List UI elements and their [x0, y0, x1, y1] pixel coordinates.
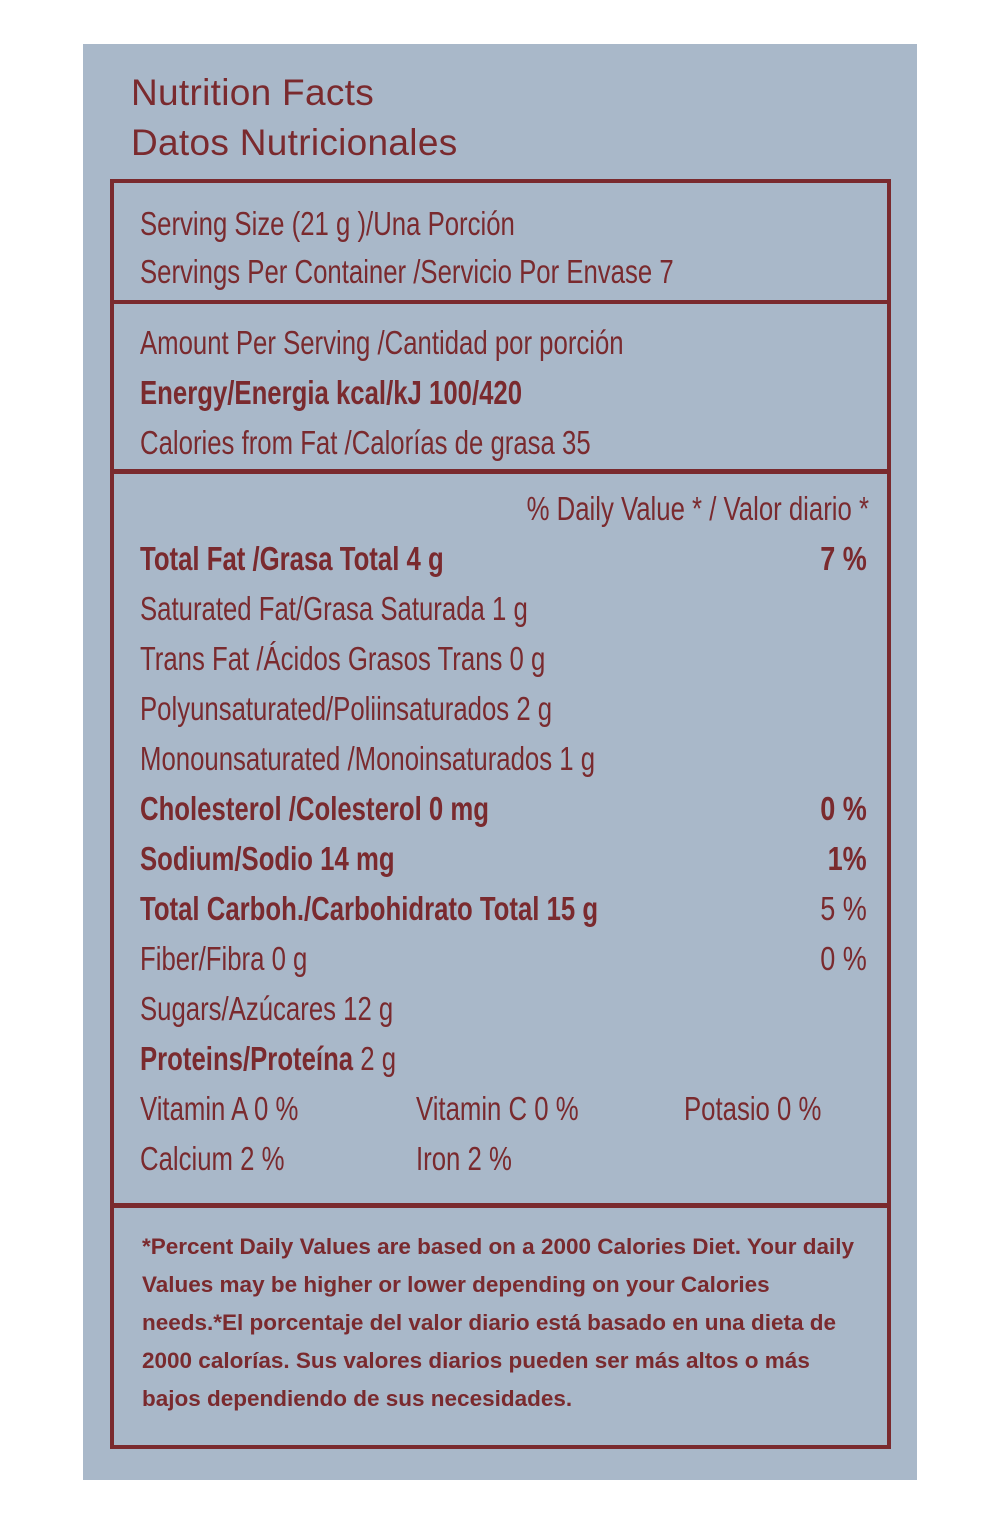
- proteins-amount: 2 g: [353, 1040, 397, 1077]
- sodium: Sodium/Sodio 14 mg: [140, 840, 395, 877]
- vitamin-a: Vitamin A 0 %: [140, 1090, 299, 1127]
- sodium-dv: 1%: [827, 840, 867, 877]
- daily-value-header: % Daily Value * / Valor diario *: [526, 490, 869, 527]
- potasio: Potasio 0 %: [684, 1090, 822, 1127]
- serving-size: Serving Size (21 g )/Una Porción: [140, 205, 515, 242]
- sugars: Sugars/Azúcares 12 g: [140, 990, 394, 1027]
- footnote-text: *Percent Daily Values are based on a 2000 Calories Diet. Your daily Values may be higher or lower depending on your Calories needs.*El porcentaje del valor diario está basado en una dieta de 2000 calorías. Sus valores diarios pueden ser más altos o más bajos dependiendo de sus necesidades.: [142, 1234, 855, 1411]
- footnote-section: [110, 1204, 891, 1449]
- proteins: [140, 1040, 396, 1078]
- energy: Energy/Energia kcal/kJ 100/420: [140, 374, 523, 411]
- cholesterol-dv: 0 %: [820, 790, 867, 827]
- nutrition-label-panel: [83, 44, 917, 1480]
- polyunsaturated: Polyunsaturated/Poliinsaturados 2 g: [140, 690, 553, 727]
- calcium: Calcium 2 %: [140, 1140, 285, 1177]
- fiber: Fiber/Fibra 0 g: [140, 940, 308, 977]
- vitamin-c: Vitamin C 0 %: [416, 1090, 579, 1127]
- amount-section: [110, 300, 891, 473]
- servings-per-container: Servings Per Container /Servicio Por Envase 7: [140, 253, 674, 290]
- iron: Iron 2 %: [416, 1140, 512, 1177]
- total-fat-dv: 7 %: [820, 540, 867, 577]
- saturated-fat: Saturated Fat/Grasa Saturada 1 g: [140, 590, 528, 627]
- total-carbohydrate-dv: 5 %: [820, 890, 867, 927]
- amount-per-serving: Amount Per Serving /Cantidad por porción: [140, 324, 624, 361]
- nutrients-section: [110, 470, 891, 1207]
- total-carbohydrate: Total Carboh./Carbohidrato Total 15 g: [140, 890, 599, 927]
- proteins-label: Proteins/Proteína: [140, 1040, 354, 1077]
- title-english: Nutrition Facts: [131, 72, 375, 113]
- serving-section: [110, 179, 891, 304]
- calories-from-fat: Calories from Fat /Calorías de grasa 35: [140, 424, 591, 461]
- monounsaturated: Monounsaturated /Monoinsaturados 1 g: [140, 740, 596, 777]
- cholesterol: Cholesterol /Colesterol 0 mg: [140, 790, 490, 827]
- title-spanish: Datos Nutricionales: [131, 122, 458, 163]
- trans-fat: Trans Fat /Ácidos Grasos Trans 0 g: [140, 640, 546, 677]
- fiber-dv: 0 %: [820, 940, 867, 977]
- total-fat: Total Fat /Grasa Total 4 g: [140, 540, 444, 577]
